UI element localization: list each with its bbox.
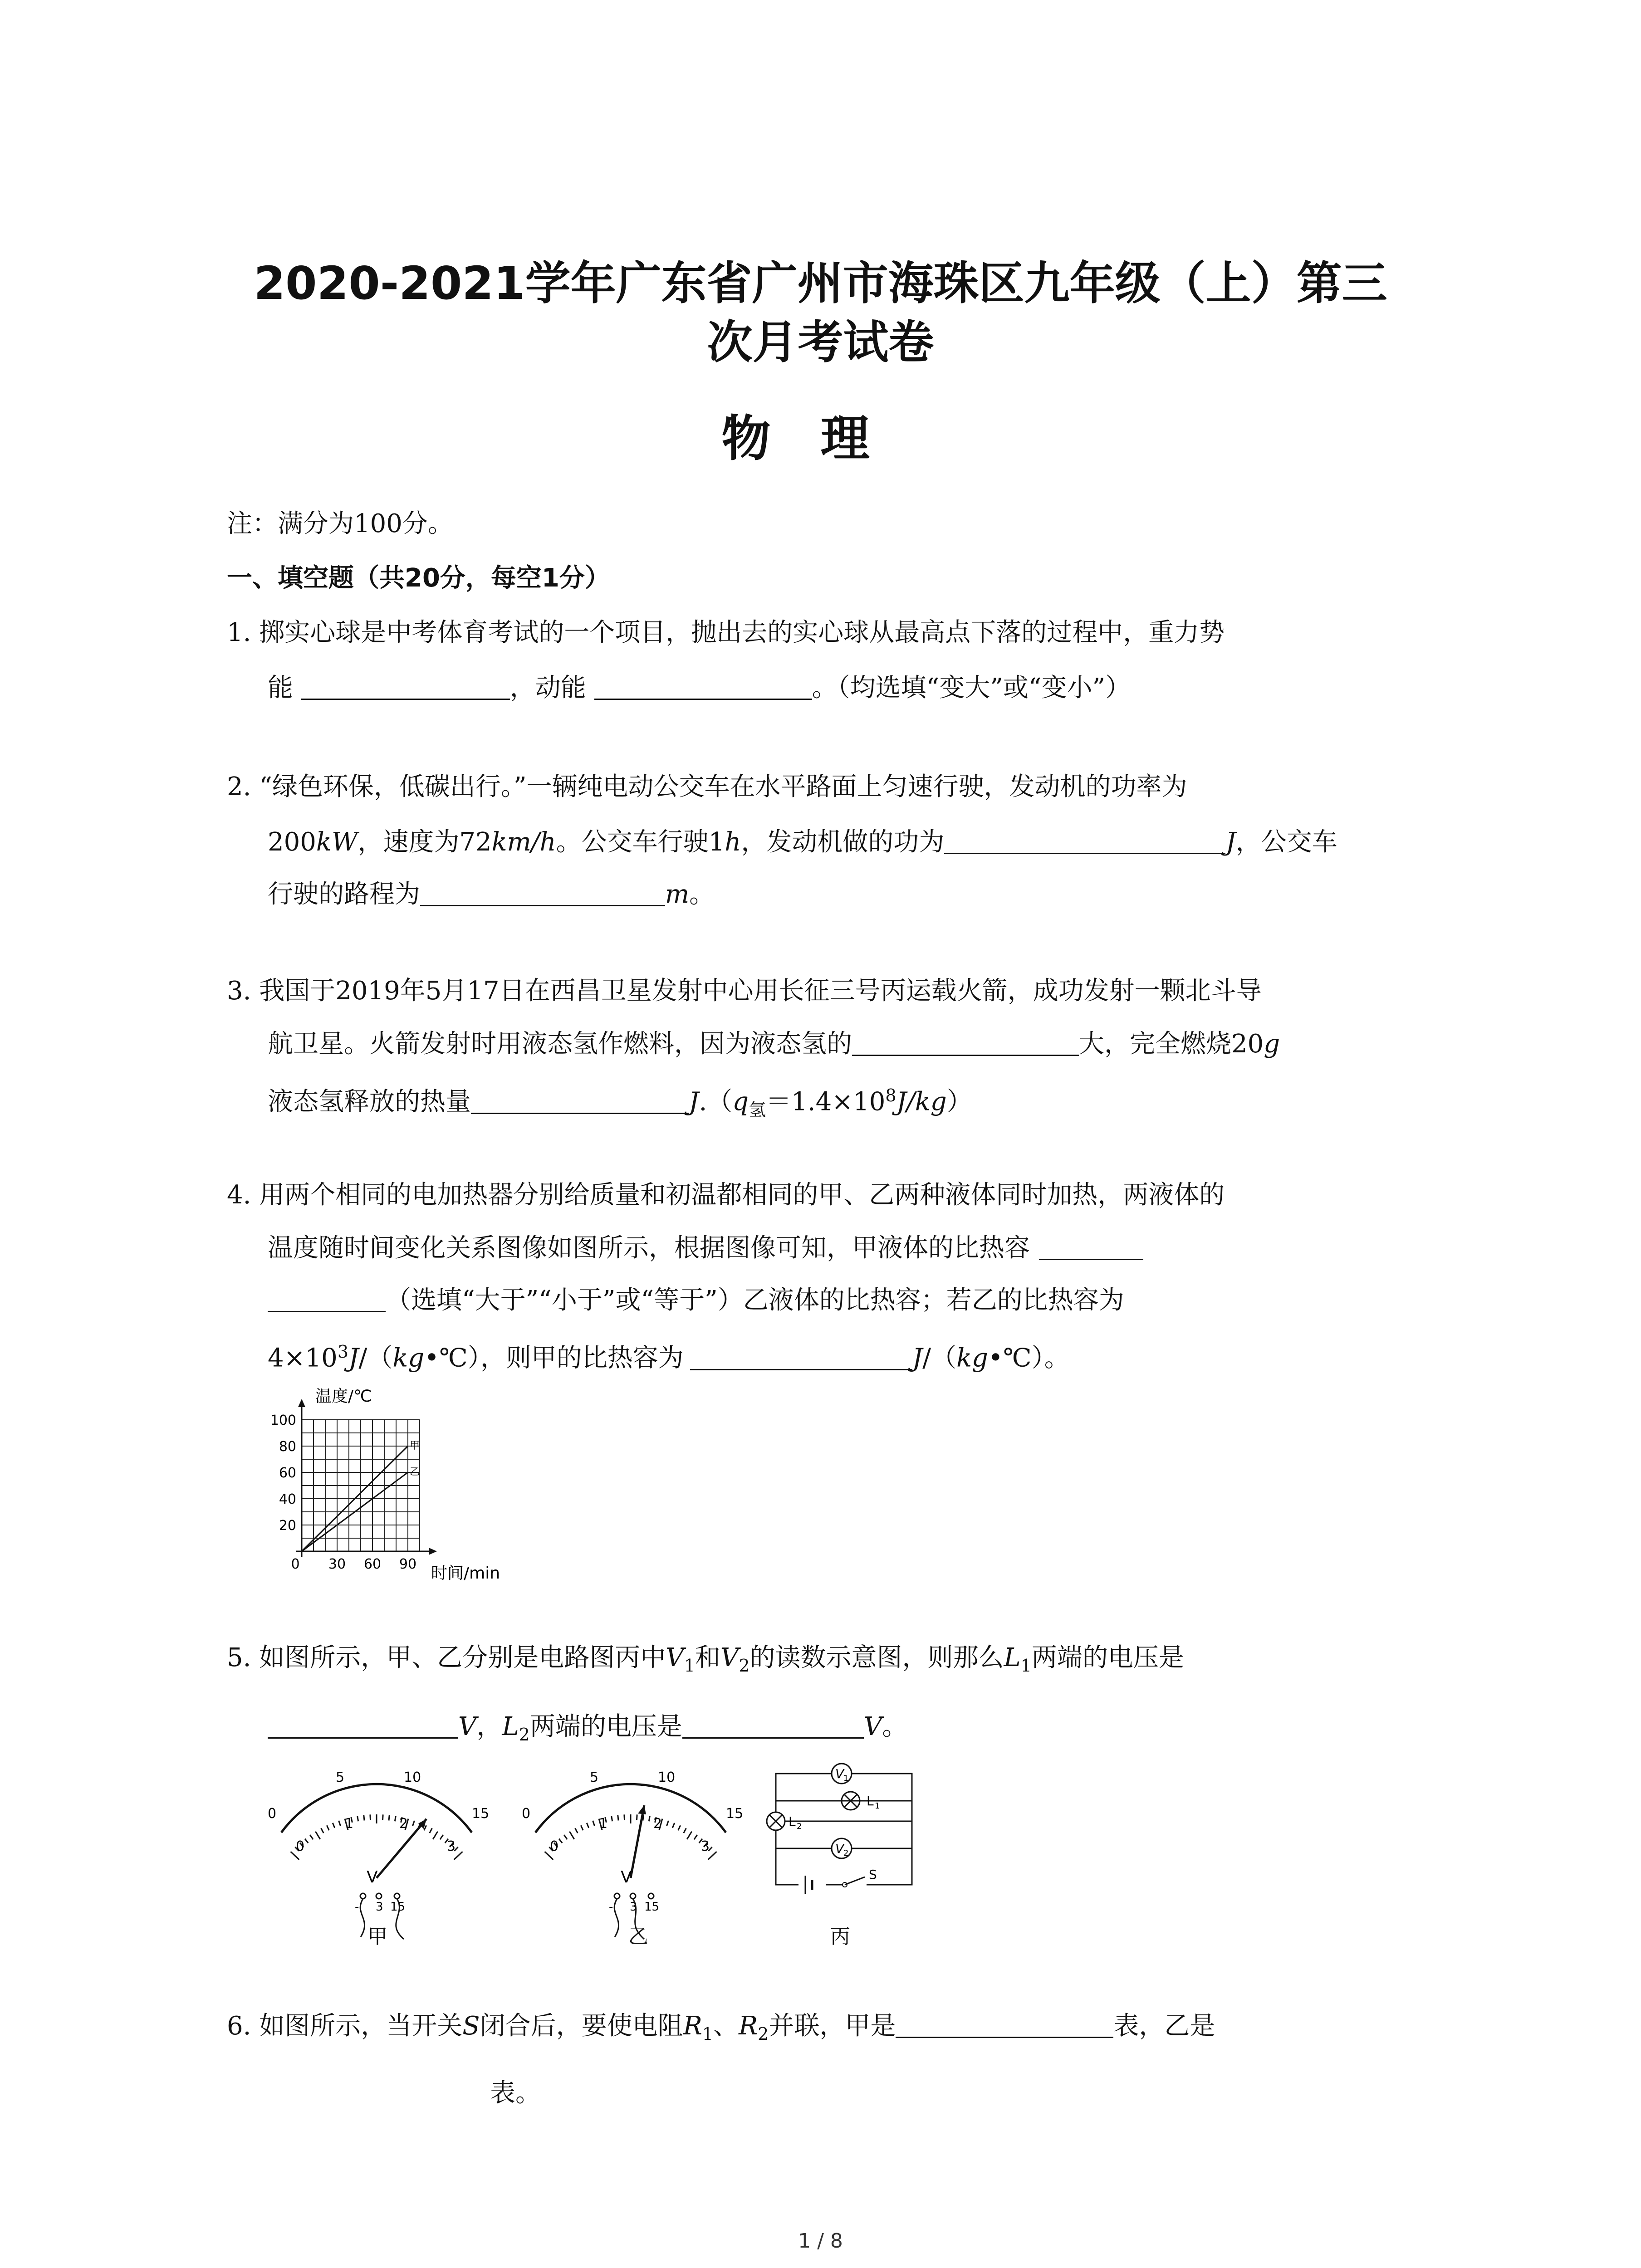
question-text: /（ bbox=[358, 1343, 393, 1373]
circuit-diagram-bing bbox=[762, 1760, 926, 1914]
question-5-line2 bbox=[268, 1710, 907, 1750]
circuit-label: L bbox=[867, 1794, 874, 1809]
question-4-line2 bbox=[268, 1232, 1143, 1264]
meter-symbol: V bbox=[621, 1868, 632, 1887]
question-text: 掷实心球是中考体育考试的一个项目，抛出去的实心球从最高点下落的过程中，重力势 bbox=[259, 618, 1225, 647]
meter-outer-label: 0 bbox=[268, 1806, 277, 1822]
question-text: /（ bbox=[922, 1343, 957, 1373]
answer-blank[interactable] bbox=[690, 1342, 912, 1370]
question-text: 并联，甲是 bbox=[769, 2011, 896, 2041]
meter-inner-label: 1 bbox=[345, 1816, 354, 1832]
x-tick-label: 30 bbox=[328, 1556, 346, 1572]
question-text: 如图所示，当开关 bbox=[259, 2011, 463, 2041]
meter-terminal-label: 3 bbox=[630, 1900, 637, 1914]
meter-inner-label: 2 bbox=[399, 1816, 408, 1832]
symbol: L bbox=[1004, 1643, 1021, 1672]
subscript: 2 bbox=[519, 1725, 530, 1745]
meter-tick bbox=[581, 1825, 583, 1830]
y-tick-label: 20 bbox=[279, 1518, 296, 1534]
subscript: 1 bbox=[684, 1656, 695, 1676]
question-4-line1 bbox=[227, 1179, 1225, 1211]
question-text: ，动能 bbox=[509, 673, 586, 703]
score-note: 注：满分为100分。 bbox=[227, 509, 453, 538]
meter-tick bbox=[315, 1832, 320, 1839]
meter-tick bbox=[684, 1828, 686, 1833]
meter-inner-label: 3 bbox=[447, 1838, 456, 1854]
symbol: S bbox=[462, 2011, 480, 2041]
y-tick-label: 80 bbox=[279, 1439, 296, 1455]
question-text: 液态氢释放的热量 bbox=[268, 1087, 471, 1117]
answer-blank[interactable] bbox=[944, 826, 1225, 854]
unit-symbol: km/h bbox=[491, 827, 556, 857]
meter-inner-label: 0 bbox=[296, 1838, 305, 1854]
circuit-label: S bbox=[869, 1867, 877, 1882]
unit-symbol: J bbox=[1225, 827, 1236, 857]
meter-wire bbox=[614, 1899, 618, 1937]
circuit-label: 1 bbox=[875, 1801, 880, 1811]
meter-tick bbox=[593, 1821, 595, 1826]
question-number: 6. bbox=[227, 2011, 251, 2041]
question-3-line3 bbox=[268, 1080, 972, 1126]
circuit-wire-loop bbox=[776, 1774, 912, 1885]
question-text: 4×10 bbox=[268, 1343, 338, 1373]
meter-tick bbox=[413, 1821, 415, 1826]
circuit-label: V bbox=[835, 1841, 844, 1856]
question-text: 大，完全燃烧20 bbox=[1079, 1029, 1264, 1059]
question-text: 闭合后，要使电阻 bbox=[480, 2011, 683, 2041]
x-axis-arrow bbox=[429, 1548, 437, 1555]
meter-terminal bbox=[360, 1893, 366, 1899]
question-text: ，公交车 bbox=[1235, 827, 1337, 857]
subscript: 1 bbox=[702, 2024, 713, 2044]
question-text: ，速度为72 bbox=[358, 827, 492, 857]
symbol: R bbox=[738, 2011, 758, 2041]
meter-outer-label: 5 bbox=[590, 1769, 599, 1785]
question-text: （选填“大于”“小于”或“等于”）乙液体的比热容；若乙的比热容为 bbox=[386, 1286, 1124, 1315]
x-tick-label: 90 bbox=[399, 1556, 417, 1572]
circuit-label: L bbox=[789, 1814, 796, 1829]
meter-tick bbox=[339, 1821, 341, 1826]
meter-terminal-label: 15 bbox=[390, 1900, 406, 1914]
question-text: 。 bbox=[882, 1712, 908, 1741]
question-text: ＝1.4×10 bbox=[766, 1087, 886, 1117]
subscript: 1 bbox=[1020, 1656, 1032, 1676]
chart-y-axis-label: 温度/℃ bbox=[315, 1387, 372, 1406]
y-axis-arrow bbox=[298, 1399, 305, 1407]
question-number: 4. bbox=[227, 1180, 251, 1210]
meter-terminal bbox=[394, 1893, 400, 1899]
y-tick-label: 40 bbox=[279, 1491, 296, 1507]
meter-terminal bbox=[630, 1893, 636, 1899]
answer-blank[interactable] bbox=[268, 1710, 458, 1739]
meter-tick bbox=[430, 1828, 432, 1833]
unit-symbol: kW bbox=[316, 827, 358, 857]
meter-tick bbox=[624, 1814, 625, 1820]
unit-symbol: m bbox=[665, 880, 690, 909]
meter-tick bbox=[564, 1835, 567, 1839]
question-text: 、 bbox=[713, 2011, 739, 2041]
unit-symbol: J/kg bbox=[896, 1087, 947, 1117]
answer-blank[interactable] bbox=[301, 671, 510, 700]
question-text: 用两个相同的电加热器分别给质量和初温都相同的甲、乙两种液体同时加热，两液体的 bbox=[259, 1180, 1225, 1210]
meter-outer-label: 15 bbox=[726, 1806, 744, 1822]
question-1-line1 bbox=[227, 617, 1225, 649]
meter-tick bbox=[569, 1832, 574, 1839]
chart-axes bbox=[296, 1399, 437, 1557]
meter-inner-label: 2 bbox=[653, 1816, 662, 1832]
meter-tick bbox=[440, 1835, 443, 1839]
question-3-line2 bbox=[268, 1027, 1280, 1060]
meter-tick bbox=[559, 1839, 562, 1843]
exam-title-line2: 次月考试卷 bbox=[707, 316, 934, 369]
meter-outer-label: 5 bbox=[336, 1769, 345, 1785]
question-text: ，发动机做的功为 bbox=[741, 827, 945, 857]
question-text: ） bbox=[946, 1087, 972, 1117]
circuit-label: V bbox=[835, 1766, 844, 1781]
unit-symbol: J bbox=[348, 1343, 359, 1373]
symbol: q bbox=[732, 1087, 749, 1117]
meter-terminal-label: - bbox=[609, 1900, 613, 1914]
symbol: R bbox=[683, 2011, 702, 2041]
x-tick-label: 0 bbox=[291, 1556, 300, 1572]
question-5-line1 bbox=[227, 1642, 1184, 1681]
page-number: 1 / 8 bbox=[798, 2229, 843, 2253]
unit-symbol: h bbox=[725, 827, 741, 857]
question-text: 航卫星。火箭发射时用液态氢作燃料，因为液态氢的 bbox=[268, 1029, 852, 1059]
meter-tick bbox=[305, 1839, 308, 1843]
question-number: 1. bbox=[227, 618, 251, 647]
answer-blank[interactable] bbox=[852, 1027, 1079, 1056]
question-text: 两端的电压是 bbox=[1031, 1643, 1184, 1672]
question-text: 。（均选填“变大”或“变小”） bbox=[812, 673, 1131, 703]
question-text: ， bbox=[476, 1712, 502, 1741]
meter-tick bbox=[382, 1814, 383, 1820]
meter-tick bbox=[321, 1828, 324, 1833]
section-heading: 一、填空题（共20分，每空1分） bbox=[227, 563, 610, 593]
symbol: V bbox=[666, 1643, 684, 1672]
figure-caption-jia: 甲 bbox=[367, 1925, 387, 1948]
meter-outer-label: 10 bbox=[658, 1769, 676, 1785]
question-text: 行驶的路程为 bbox=[268, 880, 420, 909]
answer-blank[interactable] bbox=[594, 671, 812, 700]
question-4-line4 bbox=[268, 1336, 1070, 1374]
chart-grid bbox=[302, 1420, 420, 1551]
question-text: 的读数示意图，则那么 bbox=[749, 1643, 1004, 1672]
meter-outer-label: 15 bbox=[472, 1806, 490, 1822]
circuit-label: 2 bbox=[797, 1822, 802, 1831]
meter-tick bbox=[327, 1825, 329, 1830]
chart-ticks bbox=[270, 1413, 416, 1572]
meter-inner-label: 3 bbox=[701, 1838, 710, 1854]
meter-tick bbox=[687, 1832, 691, 1839]
question-text: .（ bbox=[699, 1087, 733, 1117]
question-text: 表，乙是 bbox=[1113, 2011, 1215, 2041]
meter-outer-label: 0 bbox=[522, 1806, 531, 1822]
question-text: 能 bbox=[268, 673, 293, 703]
question-text: 。公交车行驶1 bbox=[556, 827, 725, 857]
question-text: 表。 bbox=[490, 2078, 541, 2108]
meter-scale-arc bbox=[535, 1784, 726, 1833]
unit-symbol: J bbox=[912, 1343, 923, 1373]
question-text: 如图所示，甲、乙分别是电路图丙中 bbox=[259, 1643, 666, 1672]
question-number: 5. bbox=[227, 1643, 251, 1672]
symbol: L bbox=[502, 1712, 519, 1741]
question-number: 2. bbox=[227, 772, 251, 802]
question-6-line2 bbox=[490, 2077, 541, 2109]
exam-title-line1: 2020-2021学年广东省广州市海珠区九年级（上）第三 bbox=[254, 257, 1387, 310]
question-text: “绿色环保，低碳出行。”一辆纯电动公交车在水平路面上匀速行驶，发动机的功率为 bbox=[259, 772, 1187, 802]
meter-terminal-label: 3 bbox=[376, 1900, 383, 1914]
unit-symbol: kg bbox=[392, 1343, 425, 1373]
meter-scale-ticks bbox=[290, 1814, 462, 1860]
subscript: 2 bbox=[739, 1656, 750, 1676]
question-text: 和 bbox=[695, 1643, 720, 1672]
meter-symbol: V bbox=[367, 1868, 378, 1887]
question-3-line1 bbox=[227, 975, 1262, 1007]
question-2-line2 bbox=[268, 826, 1337, 858]
series-label: 甲 bbox=[410, 1440, 420, 1452]
question-text: •℃），则甲的比热容为 bbox=[424, 1343, 684, 1373]
meter-tick bbox=[310, 1835, 313, 1839]
unit-symbol: kg bbox=[956, 1343, 988, 1373]
meter-outer-label: 10 bbox=[404, 1769, 421, 1785]
y-tick-label: 60 bbox=[279, 1465, 296, 1481]
unit-symbol: g bbox=[1264, 1029, 1280, 1059]
meter-tick bbox=[395, 1816, 396, 1821]
circuit-label: 1 bbox=[843, 1774, 849, 1783]
meter-terminal bbox=[614, 1893, 620, 1899]
superscript: 3 bbox=[337, 1342, 348, 1362]
meter-tick bbox=[333, 1823, 334, 1828]
meter-inner-label: 1 bbox=[599, 1816, 608, 1832]
meter-tick bbox=[694, 1835, 697, 1839]
x-tick-label: 60 bbox=[363, 1556, 382, 1572]
answer-blank[interactable] bbox=[1039, 1232, 1143, 1260]
subject-title: 物理 bbox=[721, 411, 920, 467]
meter-terminal-label: - bbox=[355, 1900, 359, 1914]
answer-blank[interactable] bbox=[420, 878, 665, 906]
question-2-line3 bbox=[268, 878, 715, 910]
meter-terminal bbox=[648, 1893, 654, 1899]
meter-tick bbox=[370, 1814, 371, 1820]
answer-blank[interactable] bbox=[682, 1710, 864, 1739]
superscript: 8 bbox=[885, 1085, 896, 1105]
question-text: 我国于2019年5月17日在西昌卫星发射中心用长征三号丙运载火箭，成功发射一颗北斗导 bbox=[259, 976, 1262, 1006]
meter-wire bbox=[360, 1899, 364, 1937]
unit-symbol: V bbox=[458, 1712, 477, 1741]
figure-caption-yi: 乙 bbox=[628, 1925, 648, 1948]
question-number: 3. bbox=[227, 976, 251, 1006]
series-label: 乙 bbox=[410, 1466, 420, 1478]
symbol: V bbox=[720, 1643, 739, 1672]
question-text: 。 bbox=[689, 880, 715, 909]
question-text: 温度随时间变化关系图像如图所示，根据图像可知，甲液体的比热容 bbox=[268, 1233, 1030, 1263]
meter-inner-label: 0 bbox=[550, 1838, 559, 1854]
question-6-line1 bbox=[227, 2009, 1215, 2050]
meter-scale-ticks bbox=[544, 1814, 716, 1860]
answer-blank[interactable] bbox=[471, 1085, 689, 1114]
meter-tick bbox=[575, 1828, 578, 1833]
question-2-line1 bbox=[227, 771, 1187, 803]
unit-symbol: V bbox=[863, 1712, 882, 1741]
question-text: 两端的电压是 bbox=[529, 1712, 682, 1741]
meter-tick bbox=[587, 1823, 588, 1828]
question-text: 200 bbox=[268, 827, 316, 857]
answer-blank[interactable] bbox=[268, 1284, 386, 1312]
subscript: 氢 bbox=[749, 1100, 766, 1120]
meter-terminal bbox=[376, 1893, 382, 1899]
meter-tick bbox=[678, 1825, 681, 1830]
y-tick-label: 100 bbox=[270, 1413, 296, 1428]
answer-blank[interactable] bbox=[896, 2009, 1113, 2038]
subscript: 2 bbox=[758, 2024, 769, 2044]
meter-tick bbox=[433, 1832, 437, 1839]
temperature-time-chart bbox=[254, 1383, 572, 1592]
question-4-line3 bbox=[268, 1284, 1124, 1316]
meter-tick bbox=[667, 1821, 669, 1826]
circuit-label: 2 bbox=[843, 1848, 849, 1858]
figure-caption-bing: 丙 bbox=[830, 1925, 850, 1948]
question-1-line2 bbox=[268, 671, 1131, 704]
meter-terminal-label: 15 bbox=[644, 1900, 660, 1914]
question-text: •℃）。 bbox=[988, 1343, 1070, 1373]
meter-scale-arc bbox=[281, 1784, 472, 1833]
chart-x-axis-label: 时间/min bbox=[431, 1564, 500, 1583]
meter-tick bbox=[649, 1816, 650, 1821]
unit-symbol: J bbox=[689, 1087, 699, 1117]
meter-tick bbox=[672, 1823, 674, 1828]
